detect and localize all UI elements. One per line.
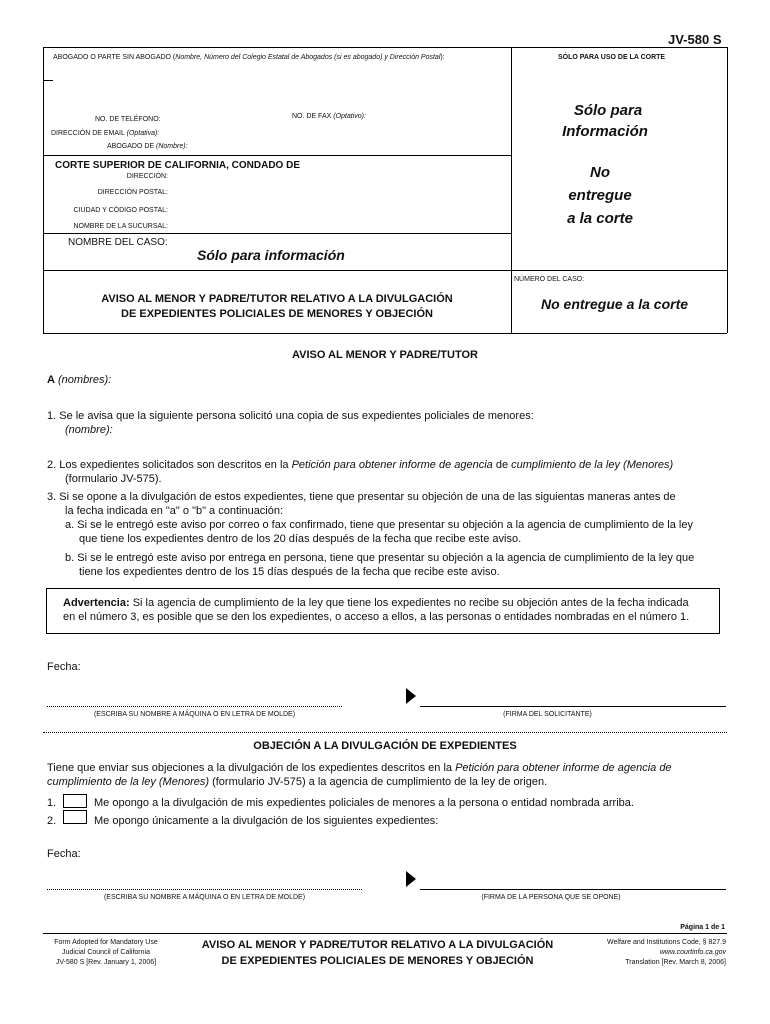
objection-intro-cont: cumplimiento de la ley (Menores) (formulario JV-575) a la agencia de cumplimiento de la ley de origen. <box>47 776 548 788</box>
notice-heading: AVISO AL MENOR Y PADRE/TUTOR <box>291 349 478 361</box>
notice-signature-line[interactable] <box>420 706 726 707</box>
court-use-stamp: Sólo para Información <box>562 102 648 140</box>
court-use-label: SÓLO PARA USO DE LA CORTE <box>558 54 666 61</box>
item-3: 3. Si se opone a la divulgación de estos expedientes, tiene que presentar su objeción de una de las siguientas maneras antes de <box>47 491 676 503</box>
objection-date-label: Fecha: <box>47 848 81 860</box>
page-number: Página 1 de 1 <box>680 924 725 931</box>
warning-text-cont: en el número 3, es posible que se den los expedientes, o acceso a ellos, a las personas o entidades nombradas en el número 1. <box>63 611 690 623</box>
option-2-number: 2. <box>47 815 57 827</box>
case-number-value: No entregue a la corte <box>541 296 689 312</box>
notice-name-line[interactable] <box>47 706 342 707</box>
option-1-checkbox[interactable] <box>63 794 87 808</box>
arrow-icon <box>406 688 416 704</box>
item-3-cont: la fecha indicada en "a" o "b" a continuación: <box>65 505 284 517</box>
footer-citation: Welfare and Institutions Code, § 827.9 www.courtinfo.ca.gov Translation [Rev. March 8, 2006] <box>580 938 726 968</box>
email-label: DIRECCIÓN DE EMAIL (Optativa): <box>51 130 160 137</box>
footer-rule <box>43 933 727 934</box>
item-3a-cont: que tiene los expedientes dentro de los 20 días después de la fecha que recibe este aviso. <box>79 533 522 545</box>
footer-adopted: Form Adopted for Mandatory Use Judicial Council of California JV-580 S [Rev. January 1, 2006] <box>54 939 158 966</box>
objection-name-line[interactable] <box>47 889 362 890</box>
case-number-label: NÚMERO DEL CASO: <box>514 276 585 283</box>
fax-label: NO. DE FAX (Optativo): <box>292 113 366 120</box>
option-2-text: Me opongo únicamente a la divulgación de los siguientes expedientes: <box>94 815 439 827</box>
notice-signature-caption: (FIRMA DEL SOLICITANTE) <box>503 711 592 718</box>
footer-website[interactable]: www.courtinfo.ca.gov <box>659 949 726 956</box>
item-3b-cont: tiene los expedientes dentro de los 15 días después de la fecha que recibe este aviso. <box>79 566 500 578</box>
objection-signature-line[interactable] <box>420 889 726 890</box>
section-divider <box>43 732 727 733</box>
form-number: JV-580 S <box>668 32 722 47</box>
notice-date-label: Fecha: <box>47 661 81 673</box>
option-1-number: 1. <box>47 797 57 809</box>
option-2-checkbox[interactable] <box>63 810 87 824</box>
court-mailing-label: DIRECCIÓN POSTAL: <box>97 189 168 196</box>
case-name-value: Sólo para información <box>197 247 345 263</box>
objection-signature-caption: (FIRMA DE LA PERSONA QUE SE OPONE) <box>481 894 621 901</box>
item-2: 2. Los expedientes solicitados son descritos en la Petición para obtener informe de agencia de cumplimiento de la ley (Menores) <box>47 459 674 471</box>
case-name-label: NOMBRE DEL CASO: <box>68 237 168 248</box>
court-city-label: CIUDAD Y CÓDIGO POSTAL: <box>73 207 168 214</box>
option-1-text: Me opongo a la divulgación de mis expedientes policiales de menores a la persona o entidad nombrada arriba. <box>94 797 634 809</box>
item-3b: b. Si se le entregó este aviso por entrega en persona, tiene que presentar su objeción a la agencia de cumplimiento de la ley que <box>65 552 695 564</box>
objection-intro: Tiene que enviar sus objeciones a la divulgación de los expedientes descritos en la Petición para obtener informe de agencia de <box>47 762 672 774</box>
attorney-label: ABOGADO O PARTE SIN ABOGADO (Nombre, Número del Colegio Estatal de Abogados (si es abogado) y Dirección Postal): <box>53 54 445 61</box>
arrow-icon-2 <box>406 871 416 887</box>
to-line: A (nombres): <box>47 374 112 386</box>
phone-label: NO. DE TELÉFONO: <box>95 116 161 123</box>
item-2-form: (formulario JV-575). <box>65 473 162 485</box>
court-title: CORTE SUPERIOR DE CALIFORNIA, CONDADO DE <box>55 160 301 171</box>
item-3a: a. Si se le entregó este aviso por correo o fax confirmado, tiene que presentar su objeción a la agencia de cumplimiento de la ley <box>65 519 693 531</box>
warning-text: Advertencia: Si la agencia de cumplimiento de la ley que tiene los expedientes no recibe su objeción antes de la fecha indicada <box>63 597 689 609</box>
item-1: 1. Se le avisa que la siguiente persona solicitó una copia de sus expedientes policiales de menores: <box>47 410 534 422</box>
objection-name-caption: (ESCRIBA SU NOMBRE A MÁQUINA O EN LETRA DE MOLDE) <box>103 894 306 901</box>
do-not-file-stamp: No entregue a la corte <box>567 164 633 227</box>
footer-title: AVISO AL MENOR Y PADRE/TUTOR RELATIVO A LA DIVULGACIÓN DE EXPEDIENTES POLICIALES DE MENORES Y OBJECIÓN <box>201 939 554 967</box>
court-branch-label: NOMBRE DE LA SUCURSAL: <box>73 223 168 230</box>
objection-heading: OBJECIÓN A LA DIVULGACIÓN DE EXPEDIENTES <box>253 740 517 752</box>
item-1-name: (nombre): <box>65 424 113 436</box>
form-title: AVISO AL MENOR Y PADRE/TUTOR RELATIVO A LA DIVULGACIÓN DE EXPEDIENTES POLICIALES DE MENORES Y OBJECIÓN <box>101 293 453 320</box>
court-address-label: DIRECCIÓN: <box>126 173 168 180</box>
notice-name-caption: (ESCRIBA SU NOMBRE A MÁQUINA O EN LETRA DE MOLDE) <box>93 711 296 718</box>
attorney-for-label: ABOGADO DE (Nombre): <box>107 143 188 150</box>
